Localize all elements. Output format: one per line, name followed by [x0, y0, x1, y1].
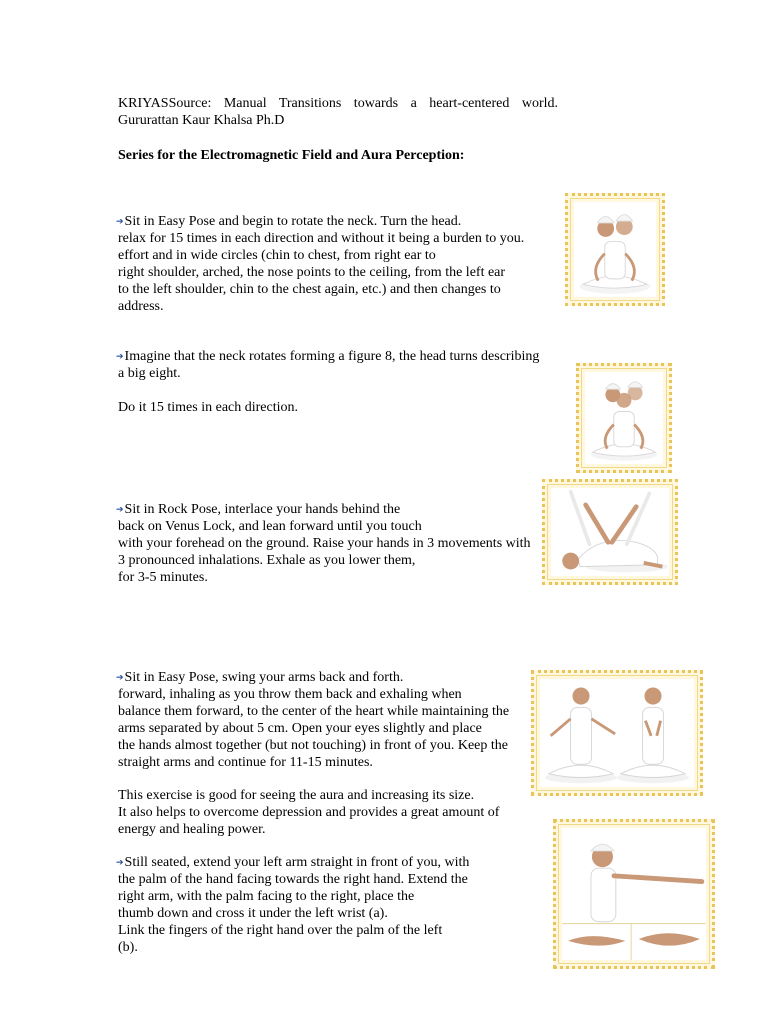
extended-arms-illustration — [553, 819, 715, 969]
exercise-3-line: for 3-5 minutes. — [118, 570, 208, 585]
exercise-5-line: thumb down and cross it under the left wrist (a). — [118, 906, 388, 921]
exercise-4-line: straight arms and continue for 11-15 minutes. — [118, 755, 373, 770]
exercise-4-line: forward, inhaling as you throw them back and exhaling when — [118, 687, 462, 702]
exercise-1-line: right shoulder, arched, the nose points to the ceiling, from the left ear — [118, 265, 506, 280]
arm-extension-image — [562, 828, 706, 960]
arrow-right-icon: ➔ — [116, 351, 124, 361]
figure-eight-illustration — [576, 363, 672, 473]
seated-figure-image — [574, 202, 656, 297]
exercise-2-line: ➔Imagine that the neck rotates forming a figure 8, the head turns describing — [116, 349, 540, 364]
exercise-4-note: energy and healing power. — [118, 822, 266, 837]
series-title: Series for the Electromagnetic Field and Aura Perception: — [118, 148, 465, 163]
swing-arms-illustration — [531, 670, 703, 796]
header-author-line: Gururattan Kaur Khalsa Ph.D — [118, 113, 285, 128]
forward-bend-figure-image — [551, 488, 669, 576]
exercise-4-line: arms separated by about 5 cm. Open your eyes slightly and place — [118, 721, 482, 736]
exercise-4-note: This exercise is good for seeing the aura and increasing its size. — [118, 788, 475, 803]
exercise-4-line: balance them forward, to the center of the heart while maintaining the — [118, 704, 510, 719]
arrow-right-icon: ➔ — [116, 857, 124, 867]
neck-rotation-illustration — [565, 193, 665, 306]
arrow-right-icon: ➔ — [116, 672, 124, 682]
exercise-3-line: ➔Sit in Rock Pose, interlace your hands behind the — [116, 502, 401, 517]
exercise-1-line: effort and in wide circles (chin to chest, from right ear to — [118, 248, 436, 263]
exercise-2-repeat: Do it 15 times in each direction. — [118, 400, 299, 415]
rock-pose-illustration — [542, 479, 678, 585]
exercise-2-line: a big eight. — [118, 366, 181, 381]
exercise-4-line: the hands almost together (but not touching) in front of you. Keep the — [118, 738, 508, 753]
exercise-3-line: 3 pronounced inhalations. Exhale as you lower them, — [118, 553, 416, 568]
arrow-right-icon: ➔ — [116, 216, 124, 226]
exercise-5-line: the palm of the hand facing towards the right hand. Extend the — [118, 872, 468, 887]
seated-figure-image — [585, 372, 663, 464]
exercise-5-line: (b). — [118, 940, 138, 955]
two-seated-figures-image — [540, 679, 694, 787]
exercise-5-line: ➔Still seated, extend your left arm straight in front of you, with — [116, 855, 470, 870]
header-source-line: KRIYASSource: Manual Transitions towards a heart-centered world. — [118, 96, 558, 111]
exercise-4-note: It also helps to overcome depression and provides a great amount of — [118, 805, 500, 820]
exercise-3-line: with your forehead on the ground. Raise your hands in 3 movements with — [118, 536, 531, 551]
exercise-5-line: Link the fingers of the right hand over the palm of the left — [118, 923, 443, 938]
exercise-1-line: relax for 15 times in each direction and without it being a burden to you. — [118, 231, 525, 246]
exercise-3-line: back on Venus Lock, and lean forward until you touch — [118, 519, 422, 534]
exercise-1-line: address. — [118, 299, 164, 314]
exercise-5-line: right arm, with the palm facing to the right, place the — [118, 889, 415, 904]
exercise-1-line: ➔Sit in Easy Pose and begin to rotate the neck. Turn the head. — [116, 214, 462, 229]
exercise-4-line: ➔Sit in Easy Pose, swing your arms back and forth. — [116, 670, 404, 685]
exercise-1-line: to the left shoulder, chin to the chest again, etc.) and then changes to — [118, 282, 501, 297]
arrow-right-icon: ➔ — [116, 504, 124, 514]
